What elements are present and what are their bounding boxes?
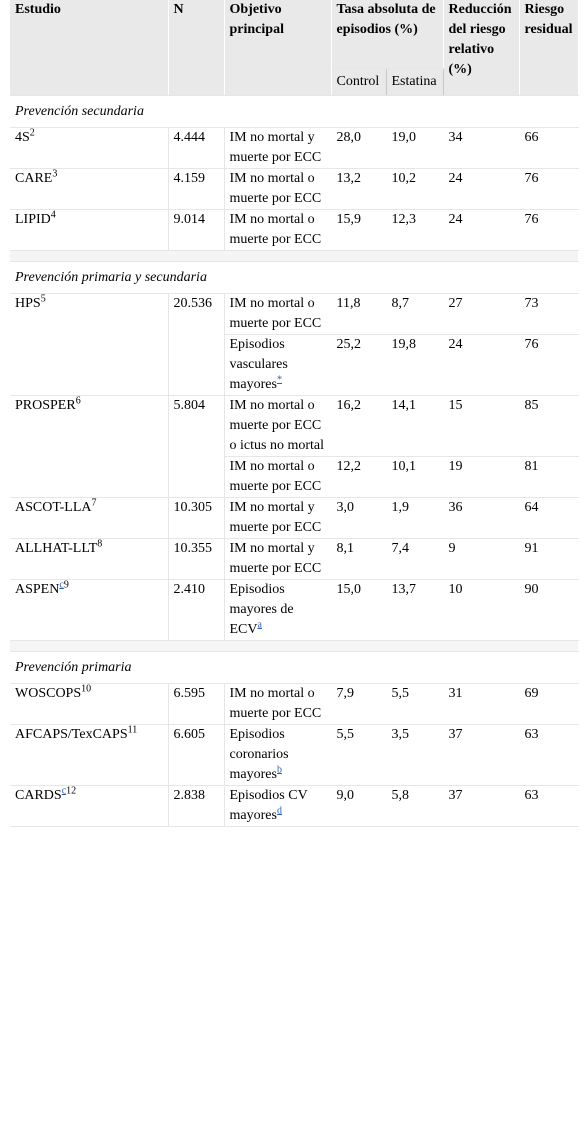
statin-rate-cell: 1,9 [386,498,443,539]
study-reference-number: 6 [75,395,81,407]
control-rate-cell: 7,9 [331,684,386,725]
study-cell [10,539,168,580]
objective-cell [224,498,331,539]
study-name: ALLHAT-LLT [15,541,98,556]
n-cell: 4.444 [168,128,224,169]
residual-risk-cell: 76 [519,335,578,396]
relative-risk-reduction-cell: 10 [443,580,519,641]
objective-footnote-link[interactable]: b [276,764,282,776]
statin-rate-cell: 7,4 [386,539,443,580]
control-rate-cell: 25,2 [331,335,386,396]
relative-risk-reduction-cell: 36 [443,498,519,539]
objective-text: IM no mortal o muerte por ECC [229,686,322,721]
relative-risk-reduction-cell: 9 [443,539,519,580]
n-cell: 4.159 [168,169,224,210]
header-estudio: Estudio [10,0,168,96]
residual-risk-cell: 91 [519,539,578,580]
table-row [10,396,578,457]
study-name: AFCAPS/TexCAPS [15,727,128,742]
study-cell [10,684,168,725]
study-reference-number: 7 [91,497,97,509]
objective-cell [224,210,331,251]
objective-text: IM no mortal o muerte por ECC [229,212,322,247]
residual-risk-cell: 64 [519,498,578,539]
objective-text: Episodios CV mayores [229,788,308,823]
objective-text: IM no mortal y muerte por ECC [229,130,322,165]
control-rate-cell: 15,0 [331,580,386,641]
study-name: HPS [15,296,41,311]
n-cell: 2.410 [168,580,224,641]
control-rate-cell: 13,2 [331,169,386,210]
study-reference-number: 3 [52,168,58,180]
objective-cell [224,580,331,641]
residual-risk-cell: 76 [519,210,578,251]
study-name: PROSPER [15,398,76,413]
control-rate-cell: 9,0 [331,786,386,827]
table-row [10,128,578,169]
study-cell [10,786,168,827]
study-cell [10,580,168,641]
study-reference-number: 12 [66,785,77,797]
study-name: CARDS [15,788,62,803]
study-reference-number: 8 [97,538,103,550]
table-header [10,0,578,96]
residual-risk-cell: 85 [519,396,578,457]
statin-rate-cell: 8,7 [386,294,443,335]
study-name: ASPEN [15,582,60,597]
objective-cell [224,457,331,498]
control-rate-cell: 15,9 [331,210,386,251]
statin-rate-cell: 10,2 [386,169,443,210]
study-reference-number: 10 [81,683,92,695]
study-name: LIPID [15,212,51,227]
study-cell [10,725,168,786]
header-control: Control [331,69,386,96]
relative-risk-reduction-cell: 34 [443,128,519,169]
study-name: 4S [15,130,30,145]
objective-cell [224,684,331,725]
objective-text: IM no mortal y muerte por ECC [229,541,322,576]
relative-risk-reduction-cell: 37 [443,786,519,827]
statin-rate-cell: 12,3 [386,210,443,251]
objective-text: IM no mortal o muerte por ECC o ictus no mortal [229,398,324,453]
objective-text: Episodios vasculares mayores [229,337,288,392]
objective-cell [224,128,331,169]
study-reference-number: 11 [127,724,138,736]
objective-text: IM no mortal o muerte por ECC [229,171,322,206]
objective-cell [224,539,331,580]
n-cell: 9.014 [168,210,224,251]
objective-text: Episodios mayores de ECV [229,582,294,637]
control-rate-cell: 12,2 [331,457,386,498]
statin-rate-cell: 19,8 [386,335,443,396]
table-row [10,786,578,827]
header-reduccion: Reducción del riesgo relativo (%) [443,0,519,96]
header-tasa: Tasa absoluta de episodios (%) [331,0,443,69]
relative-risk-reduction-cell: 37 [443,725,519,786]
study-name: ASCOT-LLA [15,500,92,515]
relative-risk-reduction-cell: 19 [443,457,519,498]
n-cell: 6.605 [168,725,224,786]
table-row [10,169,578,210]
study-name: WOSCOPS [15,686,82,701]
objective-cell [224,335,331,396]
table-row [10,294,578,335]
table-body [10,96,578,827]
objective-cell [224,786,331,827]
objective-footnote-link[interactable]: a [257,619,262,631]
n-cell: 10.305 [168,498,224,539]
statin-rate-cell: 3,5 [386,725,443,786]
objective-cell [224,396,331,457]
objective-cell [224,169,331,210]
section-header-row [10,652,578,684]
table-row [10,725,578,786]
statin-rate-cell: 14,1 [386,396,443,457]
relative-risk-reduction-cell: 24 [443,169,519,210]
n-cell: 2.838 [168,786,224,827]
control-rate-cell: 8,1 [331,539,386,580]
objective-text: IM no mortal o muerte por ECC [229,459,322,494]
header-n: N [168,0,224,96]
study-cell [10,396,168,498]
objective-cell [224,294,331,335]
objective-footnote-link[interactable]: * [276,374,282,386]
study-cell [10,294,168,396]
objective-text: IM no mortal o muerte por ECC [229,296,322,331]
objective-text: IM no mortal y muerte por ECC [229,500,322,535]
study-reference-number: 4 [50,209,56,221]
header-riesgo: Riesgo residual [519,0,578,96]
n-cell: 6.595 [168,684,224,725]
study-cell [10,128,168,169]
residual-risk-cell: 76 [519,169,578,210]
n-cell: 5.804 [168,396,224,498]
statin-rate-cell: 19,0 [386,128,443,169]
header-objetivo: Objetivo principal [224,0,331,96]
control-rate-cell: 3,0 [331,498,386,539]
section-spacer [10,251,578,262]
objective-text: Episodios coronarios mayores [229,727,289,782]
table-row [10,498,578,539]
control-rate-cell: 5,5 [331,725,386,786]
spacer-cell [10,251,578,262]
objective-cell [224,725,331,786]
residual-risk-cell: 63 [519,725,578,786]
residual-risk-cell: 63 [519,786,578,827]
section-header-row [10,262,578,294]
section-header-row [10,96,578,128]
statin-rate-cell: 13,7 [386,580,443,641]
n-cell: 10.355 [168,539,224,580]
study-cell [10,169,168,210]
study-footnote-link[interactable]: c [61,785,67,797]
statin-rate-cell: 5,5 [386,684,443,725]
study-reference-number: 9 [63,579,69,591]
study-footnote-link[interactable]: c [59,579,64,591]
relative-risk-reduction-cell: 24 [443,335,519,396]
table-row [10,539,578,580]
residual-risk-cell: 69 [519,684,578,725]
residual-risk-cell: 81 [519,457,578,498]
header-estatina: Estatina [386,69,443,96]
table-row [10,210,578,251]
study-reference-number: 2 [29,127,35,139]
relative-risk-reduction-cell: 27 [443,294,519,335]
section-title: Prevención primaria [10,652,578,684]
control-rate-cell: 11,8 [331,294,386,335]
study-name: CARE [15,171,53,186]
residual-risk-cell: 73 [519,294,578,335]
section-title: Prevención primaria y secundaria [10,262,578,294]
statin-trials-table [10,0,579,827]
table-row [10,684,578,725]
n-cell: 20.536 [168,294,224,396]
residual-risk-cell: 66 [519,128,578,169]
section-spacer [10,641,578,652]
statin-rate-cell: 5,8 [386,786,443,827]
control-rate-cell: 16,2 [331,396,386,457]
study-cell [10,210,168,251]
study-cell [10,498,168,539]
table-row [10,580,578,641]
residual-risk-cell: 90 [519,580,578,641]
section-title: Prevención secundaria [10,96,578,128]
study-reference-number: 5 [40,293,46,305]
relative-risk-reduction-cell: 15 [443,396,519,457]
relative-risk-reduction-cell: 31 [443,684,519,725]
spacer-cell [10,641,578,652]
statin-rate-cell: 10,1 [386,457,443,498]
objective-footnote-link[interactable]: d [276,805,282,817]
control-rate-cell: 28,0 [331,128,386,169]
relative-risk-reduction-cell: 24 [443,210,519,251]
